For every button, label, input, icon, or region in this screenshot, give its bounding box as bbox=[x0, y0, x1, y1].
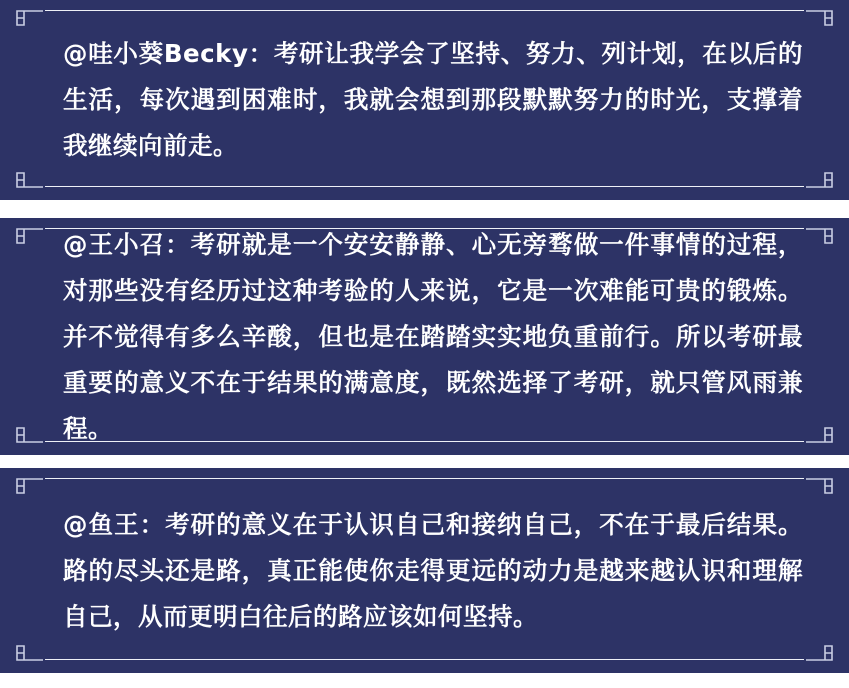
fret-corner-icon bbox=[13, 227, 43, 245]
fret-corner-icon bbox=[806, 426, 836, 444]
quote-card bbox=[0, 218, 849, 455]
quote-text: @王小召：考研就是一个安安静静、心无旁骛做一件事情的过程，对那些没有经历过这种考验的人来说，它是一次难能可贵的锻炼。并不觉得有多么辛酸，但也是在踏踏实实地负重前行。所以考研最重要的意义不在于结果的满意度，既然选择了考研，就只管风雨兼程。 bbox=[63, 229, 803, 443]
frame-rule-top bbox=[45, 228, 804, 229]
frame-rule-top bbox=[45, 478, 804, 479]
quote-card bbox=[0, 468, 849, 673]
quote-card bbox=[0, 0, 849, 200]
fret-corner-icon bbox=[806, 227, 836, 245]
fret-corner-icon bbox=[806, 171, 836, 189]
frame-rule-bottom bbox=[45, 441, 804, 442]
fret-corner-icon bbox=[13, 644, 43, 662]
fret-corner-icon bbox=[13, 477, 43, 495]
fret-corner-icon bbox=[13, 171, 43, 189]
quote-text: @鱼王：考研的意义在于认识自己和接纳自己，不在于最后结果。路的尽头还是路，真正能使你走得更远的动力是越来越认识和理解自己，从而更明白往后的路应该如何坚持。 bbox=[63, 509, 803, 631]
quote-text: @哇小葵Becky：考研让我学会了坚持、努力、列计划，在以后的生活，每次遇到困难时，我就会想到那段默默努力的时光，支撑着我继续向前走。 bbox=[63, 39, 803, 160]
fret-corner-icon bbox=[806, 9, 836, 27]
fret-corner-icon bbox=[806, 477, 836, 495]
fret-corner-icon bbox=[13, 426, 43, 444]
fret-corner-icon bbox=[13, 9, 43, 27]
frame-rule-bottom bbox=[45, 186, 804, 187]
frame-rule-top bbox=[45, 10, 804, 11]
fret-corner-icon bbox=[806, 644, 836, 662]
frame-rule-bottom bbox=[45, 659, 804, 660]
